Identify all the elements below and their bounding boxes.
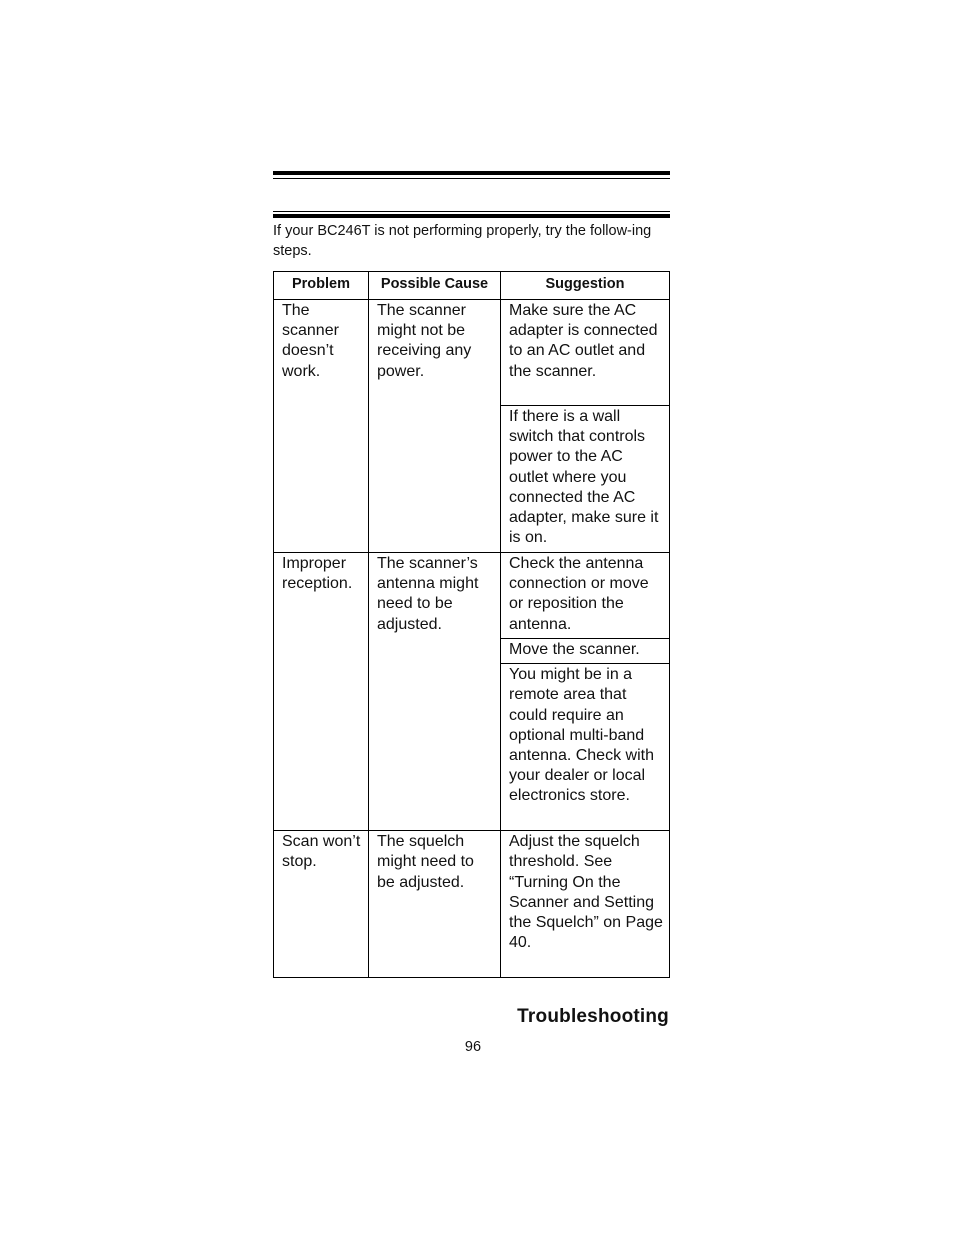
section-rule-thin <box>273 211 670 212</box>
cause-cell: The squelch might need to be adjusted. <box>369 831 501 978</box>
header-problem: Problem <box>274 272 369 300</box>
problem-cell: Improper reception. <box>274 553 369 831</box>
header-suggestion: Suggestion <box>501 272 670 300</box>
problem-cell: The scanner doesn’t work. <box>274 300 369 553</box>
troubleshooting-table <box>273 271 670 978</box>
suggestion-cell: If there is a wall switch that controls power to the AC outlet where you connected the AC adapter, make sure it is on. <box>501 406 670 553</box>
section-title: Troubleshooting <box>517 1006 669 1027</box>
cause-cell: The scanner’s antenna might need to be adjusted. <box>369 553 501 831</box>
table-row <box>274 831 670 978</box>
table-row <box>274 300 670 406</box>
header-possible-cause: Possible Cause <box>369 272 501 300</box>
table-header-row <box>274 272 670 300</box>
suggestion-cell: Make sure the AC adapter is connected to an AC outlet and the scanner. <box>501 300 670 406</box>
table-row <box>274 553 670 639</box>
suggestion-cell: Adjust the squelch threshold. See “Turning On the Scanner and Setting the Squelch” on Page 40. <box>501 831 670 978</box>
problem-cell: Scan won’t stop. <box>274 831 369 978</box>
suggestion-cell: Move the scanner. <box>501 639 670 664</box>
header-rule-thin <box>273 178 670 179</box>
section-rule-thick <box>273 214 670 218</box>
intro-paragraph: If your BC246T is not performing properly, try the follow-ing steps. <box>273 223 652 259</box>
page-number: 96 <box>464 1039 482 1055</box>
header-rule-thick <box>273 171 670 175</box>
suggestion-cell: You might be in a remote area that could require an optional multi-band antenna. Check with your dealer or local electronics store. <box>501 664 670 831</box>
cause-cell: The scanner might not be receiving any power. <box>369 300 501 553</box>
suggestion-cell: Check the antenna connection or move or reposition the antenna. <box>501 553 670 639</box>
